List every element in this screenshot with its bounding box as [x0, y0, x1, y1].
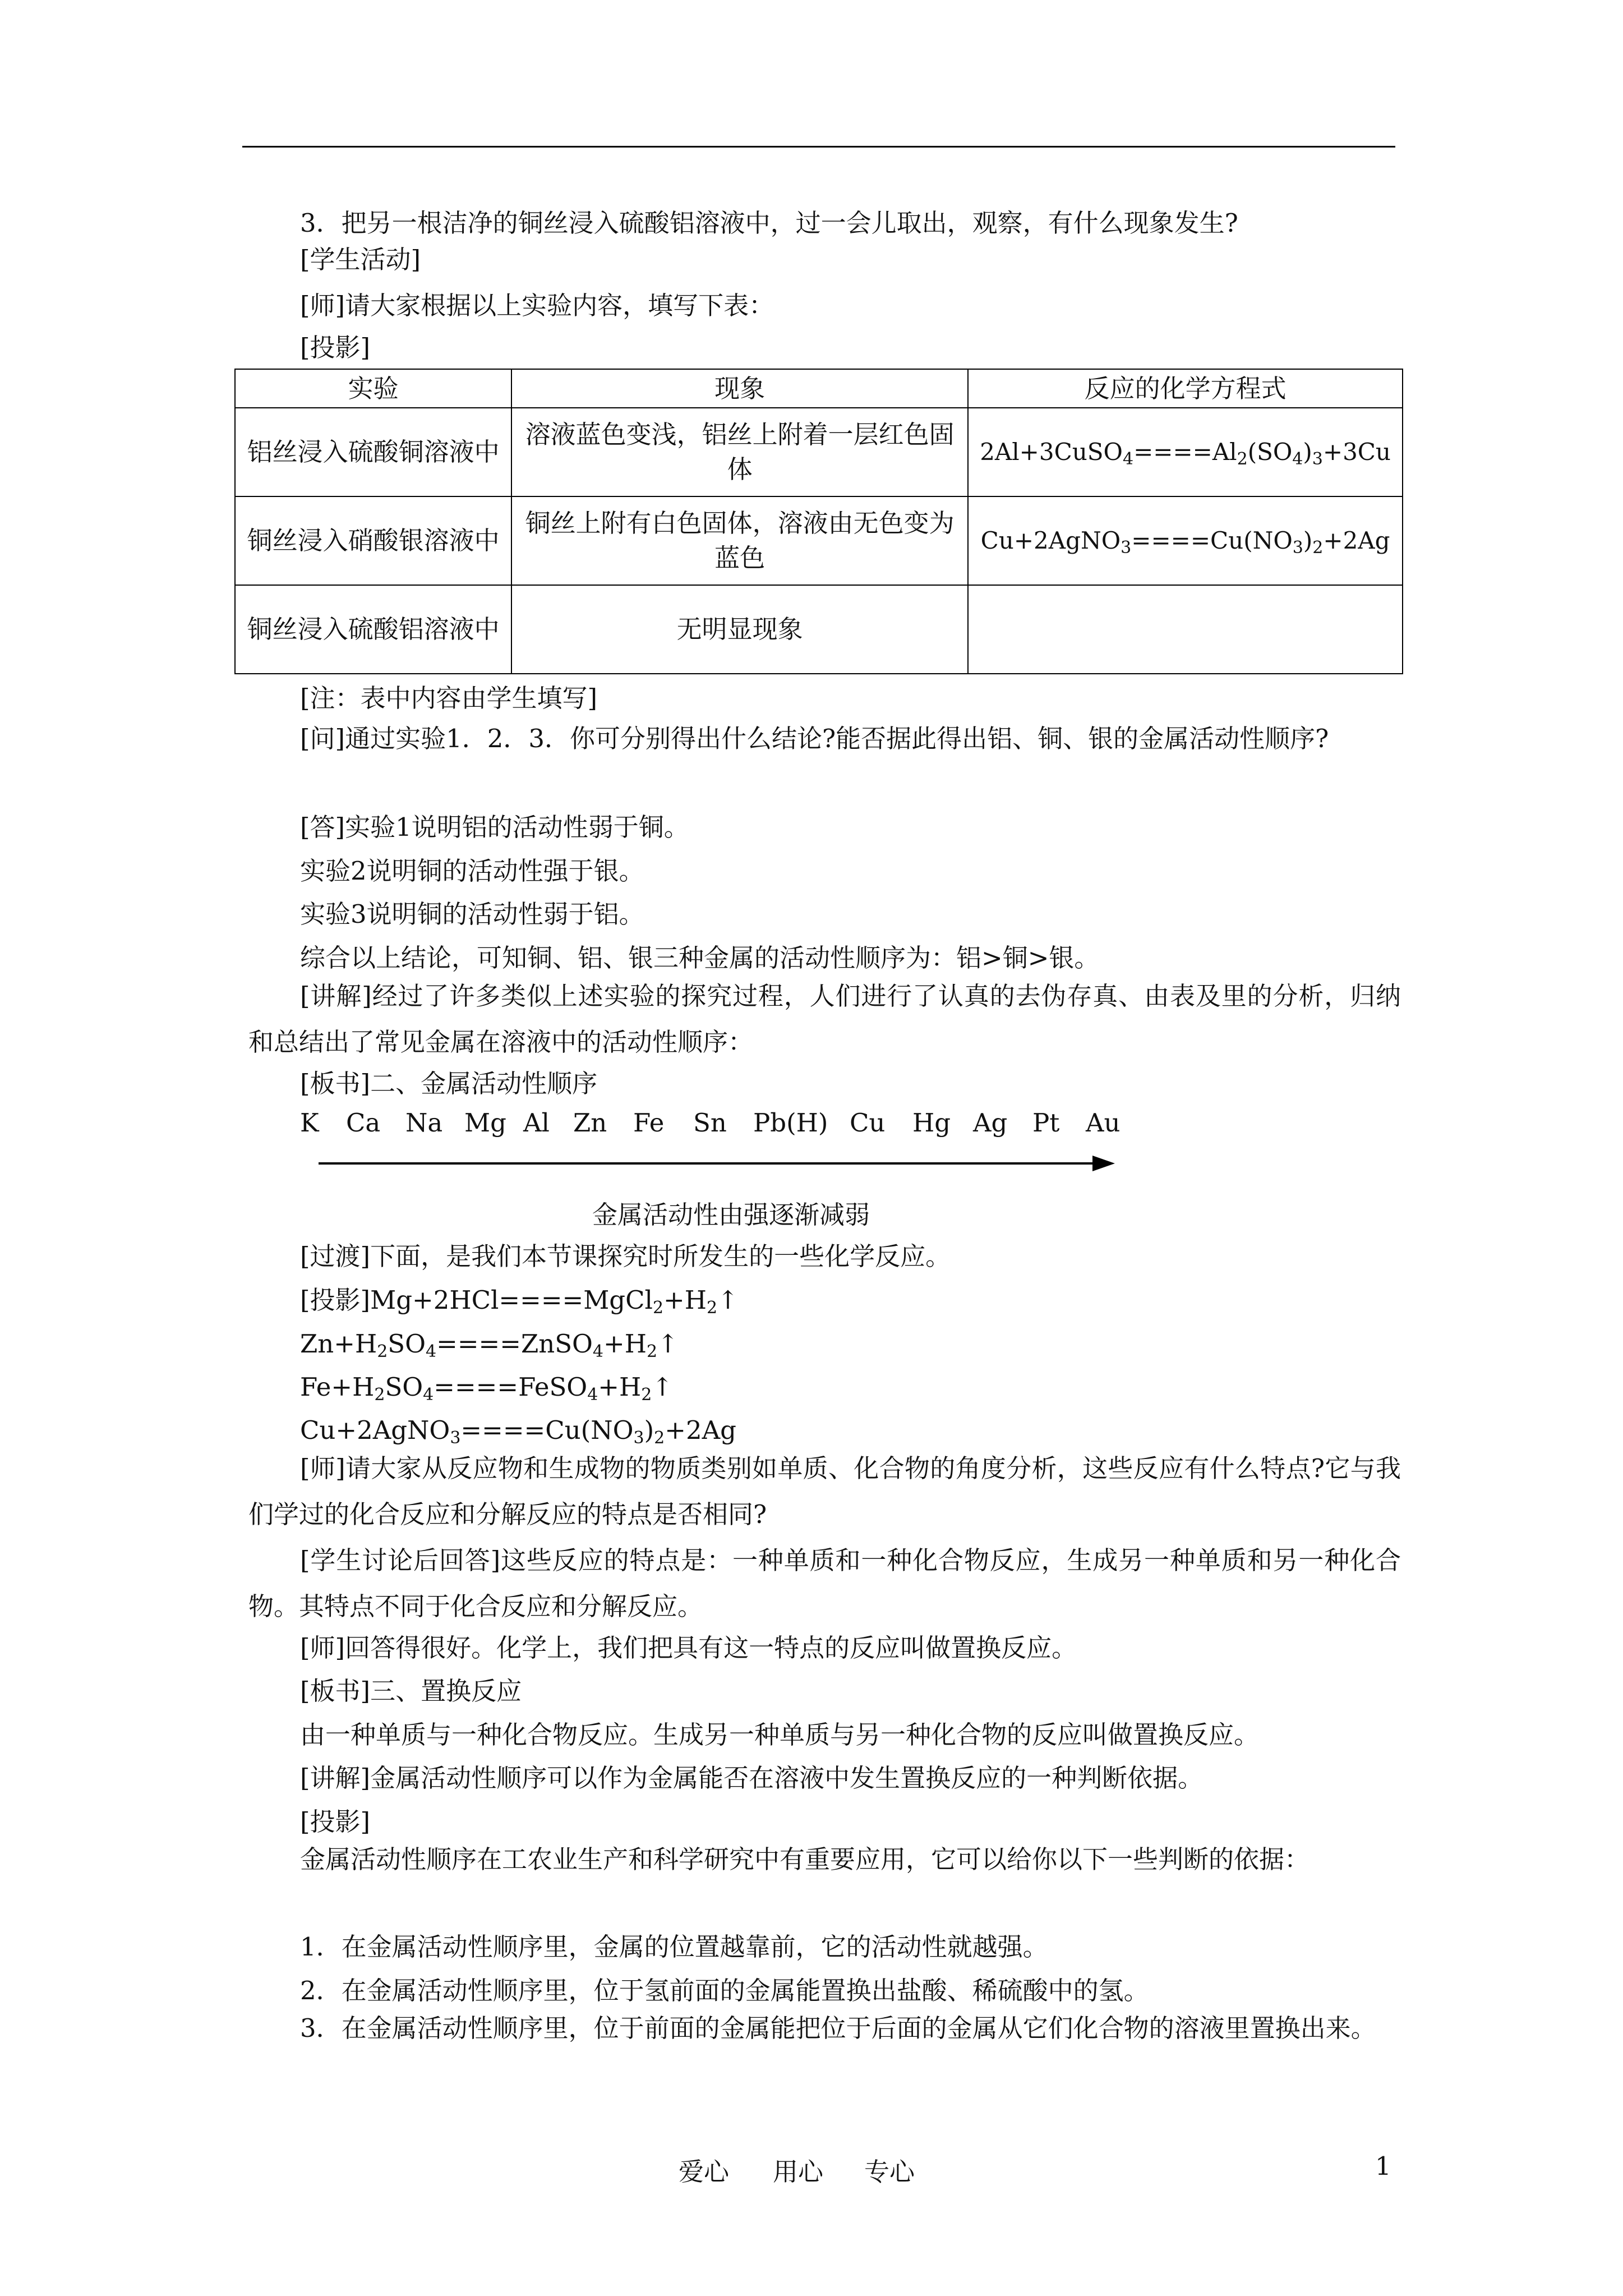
footer-motto: 用心 — [773, 2157, 824, 2187]
metal-symbol: Pb(H) — [753, 1108, 828, 1138]
question-3: 3．把另一根洁净的铜丝浸入硫酸铝溶液中，过一会儿取出，观察，有什么现象发生? — [300, 208, 1238, 238]
page-number: 1 — [1375, 2151, 1391, 2181]
table-cell-experiment: 铝丝浸入硫酸铜溶液中 — [235, 408, 511, 496]
table-row — [235, 585, 1403, 674]
projection-label-3: [投影] — [300, 1807, 371, 1837]
teacher-instruction: [师]请大家根据以上实验内容，填写下表： — [300, 291, 774, 320]
equation-fe: $Fe+H_2SO_4====FeSO_4+H_2↑$ — [300, 1372, 674, 1405]
metal-symbol: Au — [1086, 1108, 1121, 1138]
application-paragraph: 金属活动性顺序在工农业生产和科学研究中有重要应用，它可以给你以下一些判断的依据： — [300, 1844, 1310, 1874]
answer-2: 实验2说明铜的活动性强于银。 — [300, 856, 644, 886]
board-heading-2: [板书]二、金属活动性顺序 — [300, 1069, 598, 1098]
metal-symbol: Na — [405, 1108, 443, 1138]
table-header: 实验 — [235, 369, 511, 408]
metal-symbol: K — [300, 1108, 319, 1138]
projection-prefix: [投影] — [300, 1285, 371, 1315]
rule-2: 2．在金属活动性顺序里，位于氢前面的金属能置换出盐酸、稀硫酸中的氢。 — [300, 1976, 1149, 2005]
metal-symbol: Al — [523, 1108, 550, 1138]
projection-label: [投影] — [300, 333, 371, 362]
rule-3: 3．在金属活动性顺序里，位于前面的金属能把位于后面的金属从它们化合物的溶液里置换出来。 — [300, 2013, 1376, 2043]
table-cell-phenomenon: 无明显现象 — [511, 585, 968, 674]
header-rule — [242, 146, 1395, 148]
explain-line: [讲解]金属活动性顺序可以作为金属能否在溶液中发生置换反应的一种判断依据。 — [300, 1763, 1204, 1793]
table-cell-equation — [968, 585, 1403, 674]
answer-3: 实验3说明铜的活动性弱于铝。 — [300, 899, 644, 929]
answer-1: [答]实验1说明铝的活动性弱于铜。 — [300, 812, 689, 842]
teacher-remark: [师]回答得很好。化学上，我们把具有这一特点的反应叫做置换反应。 — [300, 1633, 1077, 1663]
metal-symbol: Pt — [1032, 1108, 1060, 1138]
table-row — [235, 496, 1403, 585]
metal-symbol: Ag — [973, 1108, 1008, 1138]
rule-1: 1．在金属活动性顺序里，金属的位置越靠前，它的活动性就越强。 — [300, 1932, 1048, 1962]
table-cell-equation: $Cu+2AgNO_3====Cu(NO_3)_2+2Ag$ — [968, 496, 1403, 585]
metal-symbol: Hg — [912, 1108, 951, 1138]
student-discussion: [学生讨论后回答]这些反应的特点是：一种单质和一种化合物反应，生成另一种单质和另一种化合物。其特点不同于化合反应和分解反应。 — [248, 1545, 1401, 1621]
experiment-table — [234, 369, 1403, 674]
footer-motto: 爱心 — [679, 2157, 730, 2187]
metal-symbol: Fe — [633, 1108, 665, 1138]
activity-arrow — [319, 1152, 1115, 1175]
metal-symbol: Sn — [693, 1108, 727, 1138]
metal-symbol: Ca — [346, 1108, 381, 1138]
equation-mg: [投影]$Mg+2HCl====MgCl_2+H_2↑$ — [300, 1285, 739, 1318]
table-cell-experiment: 铜丝浸入硫酸铝溶液中 — [235, 585, 511, 674]
equation-cu: $Cu+2AgNO_3====Cu(NO_3)_2+2Ag$ — [300, 1415, 736, 1448]
table-header: 现象 — [511, 369, 968, 408]
question-paragraph: [问]通过实验1．2．3．你可分别得出什么结论?能否据此得出铝、铜、银的金属活动性顺序? — [300, 724, 1329, 753]
teacher-question: [师]请大家从反应物和生成物的物质类别如单质、化合物的角度分析，这些反应有什么特点?它与我们学过的化合反应和分解反应的特点是否相同? — [248, 1453, 1401, 1529]
metal-symbol: Cu — [850, 1108, 886, 1138]
transition-line: [过渡]下面，是我们本节课探究时所发生的一些化学反应。 — [300, 1241, 951, 1271]
explain-paragraph: [讲解]经过了许多类似上述实验的探究过程，人们进行了认真的去伪存真、由表及里的分析，归纳和总结出了常见金属在溶液中的活动性顺序： — [248, 981, 1401, 1057]
footer-motto: 专心 — [864, 2157, 915, 2187]
table-note: [注：表中内容由学生填写] — [300, 683, 598, 713]
board-heading-3: [板书]三、置换反应 — [300, 1676, 522, 1706]
table-row — [235, 408, 1403, 496]
student-activity: [学生活动] — [300, 245, 421, 274]
table-header: 反应的化学方程式 — [968, 369, 1403, 408]
answer-4: 综合以上结论，可知铜、铝、银三种金属的活动性顺序为：铝>铜>银。 — [300, 943, 1100, 973]
metal-symbol: Zn — [573, 1108, 607, 1138]
arrow-caption: 金属活动性由强逐渐减弱 — [592, 1200, 870, 1230]
table-cell-phenomenon: 溶液蓝色变浅，铝丝上附着一层红色固体 — [511, 408, 968, 496]
equation-zn: $Zn+H_2SO_4====ZnSO_4+H_2↑$ — [300, 1329, 679, 1361]
definition: 由一种单质与一种化合物反应。生成另一种单质与另一种化合物的反应叫做置换反应。 — [300, 1720, 1260, 1750]
table-cell-equation: $2Al+3CuSO_4====Al_2(SO_4)_3+3Cu$ — [968, 408, 1403, 496]
table-cell-experiment: 铜丝浸入硝酸银溶液中 — [235, 496, 511, 585]
table-cell-phenomenon: 铜丝上附有白色固体，溶液由无色变为蓝色 — [511, 496, 968, 585]
metal-symbol: Mg — [464, 1108, 506, 1138]
